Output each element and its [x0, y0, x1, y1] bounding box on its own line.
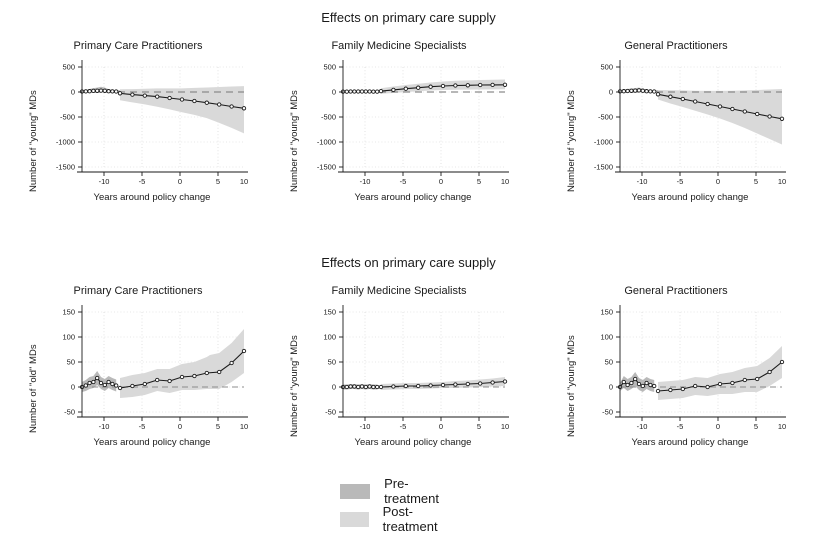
y-axis-label: Number of "young" MDs	[289, 90, 300, 192]
svg-text:0: 0	[608, 382, 613, 392]
panel-general-practitioners-young	[560, 40, 792, 215]
legend-label-post-treatment: Post-treatment	[382, 504, 438, 534]
svg-text:-1000: -1000	[593, 137, 613, 147]
svg-text:0: 0	[177, 177, 183, 186]
x-axis-label: Years around policy change	[354, 437, 472, 448]
y-axis-label: Number of "young" MDs	[566, 335, 577, 437]
svg-text:50: 50	[327, 357, 336, 367]
svg-text:-10: -10	[98, 422, 110, 431]
plot-area	[22, 285, 254, 460]
svg-text:-50: -50	[64, 407, 75, 417]
x-axis-label: Years around policy change	[93, 437, 211, 448]
svg-text:0: 0	[715, 422, 721, 431]
svg-text:-500: -500	[320, 112, 336, 122]
svg-text:500: 500	[600, 62, 613, 72]
svg-text:5: 5	[215, 177, 221, 186]
svg-text:-10: -10	[636, 422, 648, 431]
svg-text:5: 5	[215, 422, 221, 431]
x-axis-label: Years around policy change	[354, 192, 472, 203]
svg-text:10: 10	[239, 422, 249, 431]
panel-title: General Practitioners	[624, 285, 728, 297]
panel-family-medicine-specialists-old	[283, 285, 515, 460]
svg-text:-1000: -1000	[316, 137, 336, 147]
svg-text:100: 100	[600, 332, 613, 342]
svg-text:-1000: -1000	[55, 137, 75, 147]
svg-text:-5: -5	[676, 422, 684, 431]
svg-text:100: 100	[62, 332, 75, 342]
svg-text:-5: -5	[138, 422, 146, 431]
svg-text:0: 0	[177, 422, 183, 431]
plot-area	[560, 40, 792, 215]
legend-swatch-post-treatment	[340, 512, 369, 527]
x-axis-label: Years around policy change	[93, 192, 211, 203]
y-axis-label: Number of "old" MDs	[28, 344, 39, 433]
x-axis-label: Years around policy change	[631, 437, 749, 448]
y-axis-label: Number of "young" MDs	[566, 90, 577, 192]
panel-title: Family Medicine Specialists	[331, 285, 467, 297]
svg-text:5: 5	[476, 177, 482, 186]
panel-title: Family Medicine Specialists	[331, 40, 467, 52]
plot-area	[283, 40, 515, 215]
svg-text:10: 10	[239, 177, 249, 186]
svg-text:0: 0	[331, 87, 336, 97]
svg-text:50: 50	[604, 357, 613, 367]
svg-text:0: 0	[70, 87, 75, 97]
svg-text:500: 500	[323, 62, 336, 72]
panel-title: Primary Care Practitioners	[73, 40, 203, 52]
svg-text:150: 150	[62, 307, 75, 317]
svg-text:0: 0	[715, 177, 721, 186]
panel-row-young-mds	[0, 0, 817, 250]
svg-text:100: 100	[323, 332, 336, 342]
svg-text:5: 5	[753, 422, 759, 431]
svg-text:150: 150	[600, 307, 613, 317]
panel-title: General Practitioners	[624, 40, 728, 52]
svg-text:-500: -500	[597, 112, 613, 122]
row2-title: Effects on primary care supply	[321, 255, 496, 270]
svg-text:50: 50	[66, 357, 75, 367]
x-axis-label: Years around policy change	[631, 192, 749, 203]
svg-text:500: 500	[62, 62, 75, 72]
svg-text:-5: -5	[399, 422, 407, 431]
svg-text:-5: -5	[676, 177, 684, 186]
legend-item-pre-treatment	[340, 476, 447, 506]
plot-area	[560, 285, 792, 460]
plot-area	[22, 40, 254, 215]
svg-text:-50: -50	[602, 407, 613, 417]
svg-text:-1500: -1500	[593, 162, 613, 172]
panel-general-practitioners-old	[560, 285, 792, 460]
legend-label-pre-treatment: Pre-treatment	[384, 476, 439, 506]
svg-text:0: 0	[608, 87, 613, 97]
y-axis-label: Number of "young" MDs	[289, 335, 300, 437]
legend-item-post-treatment	[340, 504, 447, 534]
svg-text:-10: -10	[636, 177, 648, 186]
row1-title: Effects on primary care supply	[321, 10, 496, 25]
legend-swatch-pre-treatment	[340, 484, 370, 499]
svg-text:0: 0	[438, 422, 444, 431]
svg-text:0: 0	[438, 177, 444, 186]
svg-text:150: 150	[323, 307, 336, 317]
plot-area	[283, 285, 515, 460]
svg-text:10: 10	[500, 422, 510, 431]
svg-text:-500: -500	[59, 112, 75, 122]
svg-text:-5: -5	[399, 177, 407, 186]
panel-primary-care-practitioners-old	[22, 285, 254, 460]
svg-text:-10: -10	[359, 177, 371, 186]
svg-text:10: 10	[777, 177, 787, 186]
svg-text:5: 5	[753, 177, 759, 186]
panel-title: Primary Care Practitioners	[73, 285, 203, 297]
svg-text:-5: -5	[138, 177, 146, 186]
svg-text:0: 0	[331, 382, 336, 392]
svg-text:10: 10	[777, 422, 787, 431]
y-axis-label: Number of "young" MDs	[28, 90, 39, 192]
svg-text:-10: -10	[98, 177, 110, 186]
svg-text:-50: -50	[325, 407, 336, 417]
svg-text:0: 0	[70, 382, 75, 392]
svg-text:-1500: -1500	[55, 162, 75, 172]
svg-text:5: 5	[476, 422, 482, 431]
panel-row-old-mds	[0, 245, 817, 465]
svg-text:-1500: -1500	[316, 162, 336, 172]
svg-text:-10: -10	[359, 422, 371, 431]
panel-family-medicine-specialists-young	[283, 40, 515, 215]
panel-primary-care-practitioners-young	[22, 40, 254, 215]
svg-text:10: 10	[500, 177, 510, 186]
